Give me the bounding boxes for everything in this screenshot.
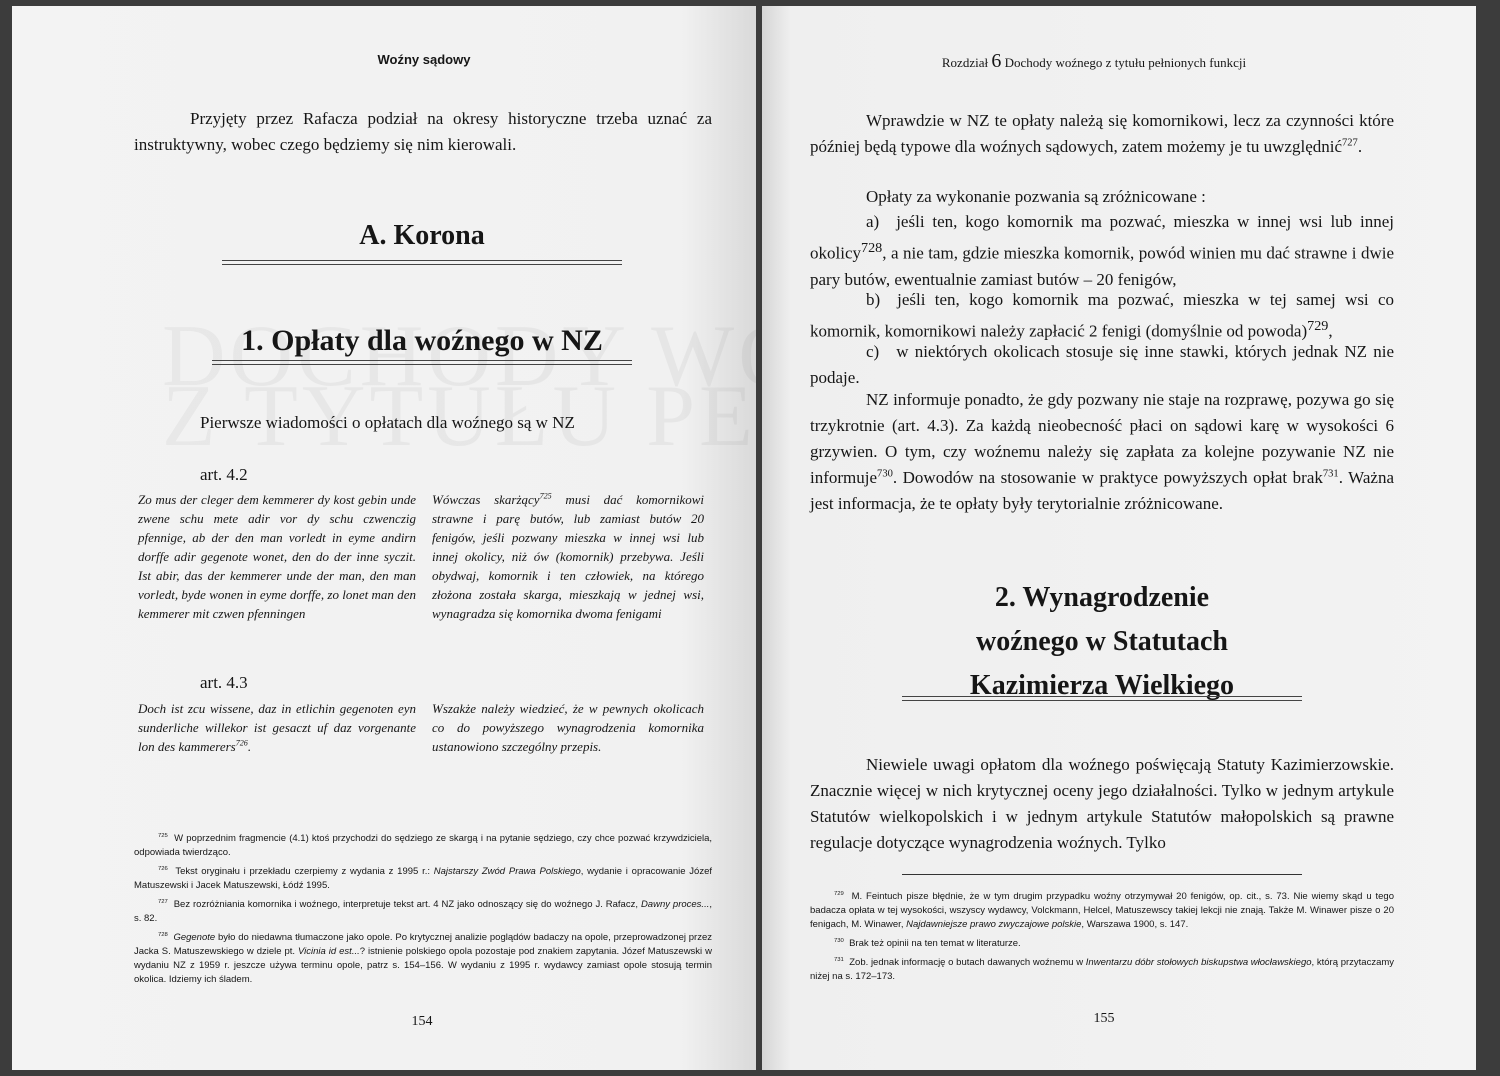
footnote: $^{725}$ W poprzednim fragmencie (4.1) ktoś przychodzi do sędziego ze skargą i na pytanie sędziego, czy chce pozwać krzywdziciela, odpowiada twierdząco. [134,832,713,858]
section-heading-1: 1. Opłaty dla woźnego w NZ [241,324,603,357]
footnote: $^{726}$ Tekst oryginału i przekładu czerpiemy z wydania z 1995 r.: Najstarszy Zwód Prawa Polskiego, wydanie i opracowanie Józef Matuszewski i Jacek Matuszewski, Łódź 1995. [134,865,712,891]
page-number: 155 [1093,1011,1115,1026]
art-4-2-label: art. 4.2 [200,465,248,484]
list-item-c: c) w niektórych okolicach stosuje się inne stawki, których jednak NZ nie podaje. [810,342,1394,387]
lead-paragraph: Pierwsze wiadomości o opłatach dla woźnego są w NZ [200,413,575,432]
page-number: 154 [411,1014,433,1029]
art-4-3-label: art. 4.3 [200,673,248,692]
paragraph-3: NZ informuje ponadto, że gdy pozwany nie staje na rozprawę, pozywa go się trzykrotnie (art. 4.3). Za każdą nieobecność płaci on sądowi karę w wysokości 6 grzywien. O tym, czy woźnemu należy się zapłata za kolejne pozywanie NZ nie informuje$^{730}$. Dowodów na stosowanie w praktyce powyższych opłat brak$^{731}$. Ważna jest informacja, że te opłaty były terytorialnie zróżnicowane. [810,390,1394,513]
footnote-rule [902,874,1302,875]
heading-rule [222,260,622,265]
running-head: Woźny sądowy [377,52,471,67]
section-heading-a: A. Korona [359,220,485,251]
paragraph-1: Wprawdzie w NZ te opłaty należą się komornikowi, lecz za czynności które później będą typowe dla woźnych sądowych, zatem możemy je tu uwzględnić$^{727}$. [810,111,1394,156]
art-4-2-translation: Wówczas skarżący$^{725}$ musi dać komornikowi strawne i parę butów, lub zamiast butów 20 fenigów, jeśli pozwany mieszka w innej wsi lub innej okolicy, niż ów (komornik) przebywa. Jeśli obydwaj, komornik i ten człowiek, na którego złożona została skarga, mieszkają w jednej wsi, wynagradza się komornika dwoma fenigami [432,491,704,621]
intro-paragraph: Przyjęty przez Rafacza podział na okresy historyczne trzeba uznać za instruktywny, wobec czego będziemy się nim kierowali. [134,109,712,154]
heading-rule [212,360,632,365]
running-head: Rozdział 6 Dochody woźnego z tytułu pełnionych funkcji [941,50,1247,72]
section-heading-2: 2. Wynagrodzenie woźnego w Statutach Kazimierza Wielkiego [969,582,1235,701]
heading-rule [902,696,1302,701]
footnotes [134,832,712,987]
footnote: $^{727}$ Bez rozróżniania komornika i woźnego, interpretuje tekst art. 4 NZ jako odnoszący się do woźnego J. Rafacz, Dawny proces..., s. 82. [134,898,712,924]
footnote: $^{730}$ Brak też opinii na ten temat w literaturze. [834,937,1021,949]
footnotes [810,890,1394,984]
art-4-3-original: Doch ist zcu wissene, daz in etlichin gegenoten eyn sunderliche willekor ist gesaczt uf daz vorgenante lon des kammerers$^{726}$. [138,701,416,754]
footnote: $^{731}$ Zob. jednak informację o butach dawanych woźnemu w Inwentarzu dóbr stołowych biskupstwa włocławskiego, którą przytaczamy niżej na s. 172–173. [810,956,1395,982]
list-item-a: a) jeśli ten, kogo komornik ma pozwać, mieszka w innej wsi lub innej okolicy$^{728}$, a nie tam, gdzie mieszka komornik, powód winien mu dać strawne i dwie pary butów, ewentualnie zamiast butów – 20 fenigów, [810,212,1394,289]
footnote: $^{728}$ Gegenote było do niedawna tłumaczone jako opole. Po krytycznej analizie poglądów badaczy na opole, przeprowadzonej przez Jacka S. Matuszewskiego w dziele pt. Vicinia id est...? istnienie polskiego opola pozostaje pod znakiem zapytania. Józef Matuszewski w wydaniu NZ z 1959 r. jeszcze używa terminu opole, patrz s. 154–156. W wydaniu z 1995 r. wydawcy zamiast opole stosują termin okolica. Idziemy ich śladem. [134,931,712,985]
right-page [762,6,1476,1070]
paragraph-4: Niewiele uwagi opłatom dla woźnego poświęcają Statuty Kazimierzowskie. Znacznie więcej w nich krytycznej oceny jego działalności. Tylko w jednym artykule Statutów wielkopolskich i w jednym artykule Statutów małopolskich są prawne regulacje dotyczące wynagrodzenia woźnych. Tylko [810,755,1394,852]
list-item-b: b) jeśli ten, kogo komornik ma pozwać, mieszka w tej samej wsi co komornik, komornikowi należy zapłacić 2 fenigi (domyślnie od powoda)$^{729}$, [810,290,1394,341]
footnote: $^{729}$ M. Feintuch pisze błędnie, że w tym drugim przypadku woźny otrzymywał 20 fenigów, op. cit., s. 73. Nie wiemy skąd u tego badacza opłata w tej wysokości, wszyscy wydawcy, Volckmann, Helcel, Matuszewscy takiej lekcji nie znają. Także M. Winawer pisze o 20 fenigach, M. Winawer, Najdawniejsze prawo zwyczajowe polskie, Warszawa 1900, s. 147. [810,890,1394,930]
art-4-3-translation: Wszakże należy wiedzieć, że w pewnych okolicach co do powyższego wynagrodzenia komornika ustanowiono szczególny przepis. [432,701,704,754]
left-page [12,6,756,1070]
art-4-2-original: Zo mus der cleger dem kemmerer dy kost gebin unde zwene schu mete adir vor dy schu czwenczig pfennige, ab der den man vorledt in eyme andirn dorffe adir gegenote wonet, den do der inne syczit. Ist abir, das der kemmerer unde der man, den man vorledt, byde wonen in eyme dorffe, zo lonet man den kemmerer mit czwen pfenningen [138,492,416,621]
paragraph-2: Opłaty za wykonanie pozwania są zróżnicowane : [866,187,1206,206]
